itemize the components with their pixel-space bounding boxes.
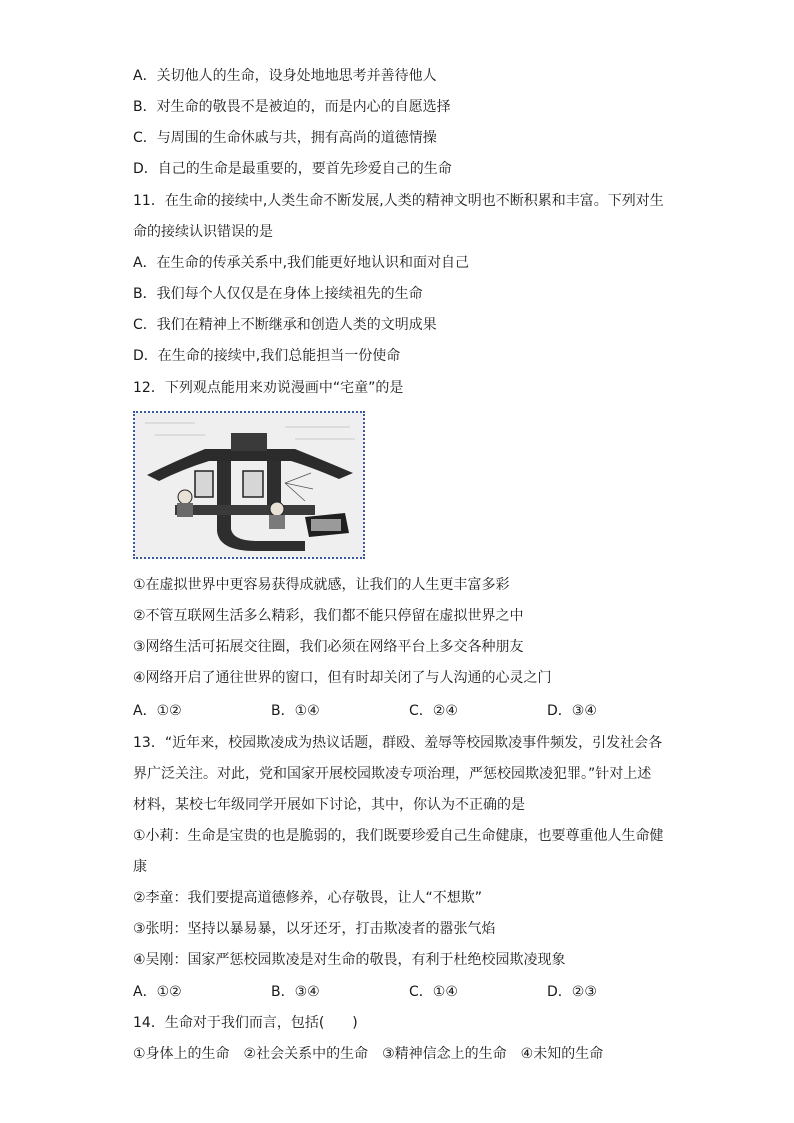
- q12-choice-d: D．③④: [547, 703, 597, 719]
- q13-choice-d: D．②③: [547, 984, 597, 1000]
- q13-stem-line1: 13．“近年来，校园欺凌成为热议话题，群殴、羞辱等校园欺凌事件频发，引发社会各: [133, 735, 663, 751]
- q12-statement-3: ③网络生活可拓展交往圈，我们必须在网络平台上多交各种朋友: [133, 639, 524, 655]
- q12-statement-2: ②不管互联网生活多么精彩，我们都不能只停留在虚拟世界之中: [133, 608, 524, 624]
- q13-statement-2: ②李童：我们要提高道德修养，心存敬畏，让人“不想欺”: [133, 890, 483, 906]
- q12-statement-1: ①在虚拟世界中更容易获得成就感，让我们的人生更丰富多彩: [133, 577, 510, 593]
- q10-option-d: D．自己的生命是最重要的，要首先珍爱自己的生命: [133, 161, 452, 177]
- q11-stem-line1: 11．在生命的接续中,人类生命不断发展,人类的精神文明也不断积累和丰富。下列对生: [133, 193, 664, 209]
- cartoon-image: [133, 411, 365, 559]
- q11-option-a: A．在生命的传承关系中,我们能更好地认识和面对自己: [133, 255, 470, 271]
- q11-option-b: B．我们每个人仅仅是在身体上接续祖先的生命: [133, 286, 423, 302]
- q13-statement-4: ④吴刚：国家严惩校园欺凌是对生命的敬畏，有利于杜绝校园欺凌现象: [133, 952, 566, 968]
- q14-stem: 14．生命对于我们而言，包括( ): [133, 1015, 358, 1031]
- q12-choice-c: C．②④: [409, 703, 458, 719]
- q12-choices: [133, 701, 733, 721]
- q13-statement-1-line1: ①小莉：生命是宝贵的也是脆弱的，我们既要珍爱自己生命健康，也要尊重他人生命健: [133, 828, 664, 844]
- q13-choices: [133, 982, 733, 1002]
- q13-statement-3: ③张明：坚持以暴易暴，以牙还牙，打击欺凌者的嚣张气焰: [133, 921, 496, 937]
- q13-stem-line2: 界广泛关注。对此，党和国家开展校园欺凌专项治理，严惩校园欺凌犯罪。”针对上述: [133, 766, 652, 782]
- q13-choice-a: A．①②: [133, 984, 182, 1000]
- q10-option-a: A．关切他人的生命，设身处地地思考并善待他人: [133, 68, 437, 84]
- q10-option-b: B．对生命的敬畏不是被迫的，而是内心的自愿选择: [133, 99, 451, 115]
- q11-option-d: D．在生命的接续中,我们总能担当一份使命: [133, 348, 401, 364]
- cartoon-drawing: [135, 413, 363, 557]
- q13-choice-c: C．①④: [409, 984, 458, 1000]
- q14-statements: ①身体上的生命 ②社会关系中的生命 ③精神信念上的生命 ④未知的生命: [133, 1046, 604, 1062]
- q12-choice-a: A．①②: [133, 703, 182, 719]
- q11-option-c: C．我们在精神上不断继承和创造人类的文明成果: [133, 317, 437, 333]
- q12-stem: 12．下列观点能用来劝说漫画中“宅童”的是: [133, 380, 404, 396]
- q13-choice-b: B．③④: [271, 984, 320, 1000]
- q13-statement-1-line2: 康: [133, 859, 147, 875]
- q12-choice-b: B．①④: [271, 703, 320, 719]
- q10-option-c: C．与周围的生命休戚与共，拥有高尚的道德情操: [133, 130, 437, 146]
- q12-statement-4: ④网络开启了通往世界的窗口，但有时却关闭了与人沟通的心灵之门: [133, 670, 552, 686]
- q13-stem-line3: 材料，某校七年级同学开展如下讨论，其中，你认为不正确的是: [133, 797, 525, 813]
- q11-stem-line2: 命的接续认识错误的是: [133, 224, 273, 240]
